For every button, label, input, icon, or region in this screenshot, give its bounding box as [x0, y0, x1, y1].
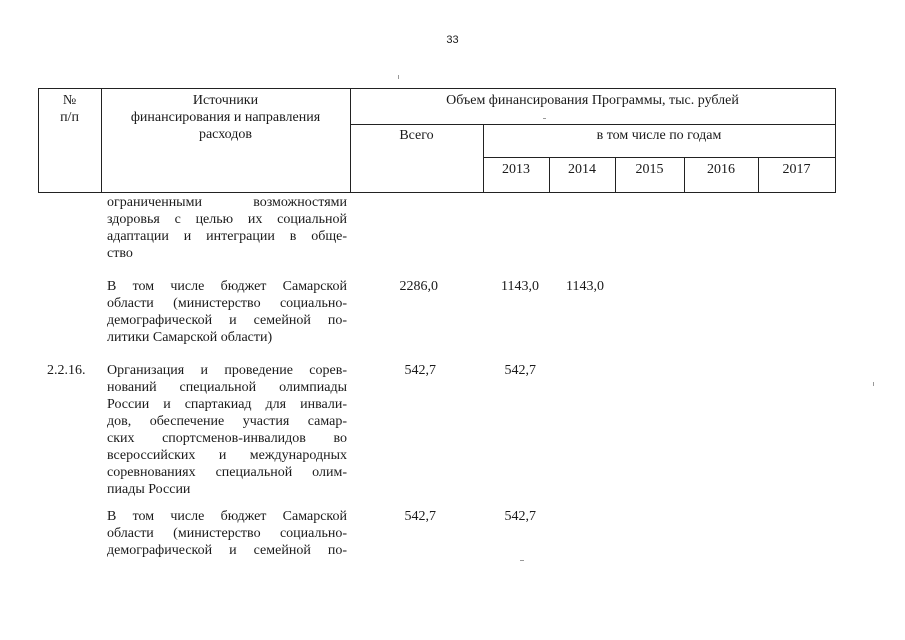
row-line: адаптации и интеграции в обще-: [107, 229, 347, 244]
header-source-line2: финансирования и направления: [130, 110, 321, 125]
row-line: пиады России: [107, 482, 191, 497]
header-by-years: в том числе по годам: [596, 128, 722, 143]
row-description: [107, 508, 347, 559]
row-description: [107, 362, 347, 498]
header-year-2016: 2016: [707, 162, 735, 177]
scan-speck: [873, 382, 874, 386]
row-2013: 542,7: [504, 363, 536, 378]
row-line: демографической и семейной по-: [107, 543, 347, 558]
row-line: В том числе бюджет Самарской: [107, 509, 347, 524]
row-2013: 542,7: [504, 509, 536, 524]
row-line: соревнованиях специальной олим-: [107, 465, 347, 480]
header-total: Всего: [399, 128, 434, 143]
row-line: ство: [107, 246, 133, 261]
row-description: [107, 194, 347, 262]
row-number: 2.2.16.: [47, 363, 86, 378]
row-line: ских спортсменов-инвалидов во: [107, 431, 347, 446]
row-line: литики Самарской области): [107, 330, 273, 345]
funding-title-border: [350, 124, 836, 125]
scan-speck: [543, 118, 546, 119]
row-2014: 1143,0: [566, 279, 604, 294]
row-line: В том числе бюджет Самарской: [107, 279, 347, 294]
header-num-line2: п/п: [60, 110, 79, 125]
header-year-2013: 2013: [502, 162, 530, 177]
row-line: России и спартакиад для инвали-: [107, 397, 347, 412]
header-source: [101, 92, 350, 143]
scan-speck: [398, 75, 399, 79]
row-line: Организация и проведение сорев-: [107, 363, 347, 378]
header-source-line1: Источники: [192, 93, 259, 108]
header-source-line3: расходов: [198, 127, 253, 142]
row-line: здоровья с целью их социальной: [107, 212, 347, 227]
col-border-right: [835, 88, 836, 193]
row-line: нований специальной олимпиады: [107, 380, 347, 395]
row-total: 2286,0: [399, 279, 438, 294]
header-funding-title: Объем финансирования Программы, тыс. рублей: [446, 93, 739, 108]
header-year-2014: 2014: [568, 162, 596, 177]
header-year-2017: 2017: [782, 162, 811, 177]
row-total: 542,7: [404, 509, 436, 524]
header-top-border: [38, 88, 836, 89]
row-description: [107, 278, 347, 346]
header-bottom-border: [38, 192, 836, 193]
scan-speck: [520, 560, 524, 561]
row-line: области (министерство социально-: [107, 526, 347, 541]
row-line: демографической и семейной по-: [107, 313, 347, 328]
header-year-2015: 2015: [635, 162, 664, 177]
page-number: 33: [446, 34, 459, 46]
row-2013: 1143,0: [501, 279, 539, 294]
row-line: дов, обеспечение участия самар-: [107, 414, 347, 429]
row-total: 542,7: [404, 363, 436, 378]
header-num: [38, 92, 101, 126]
by-years-border: [483, 157, 836, 158]
row-line: области (министерство социально-: [107, 296, 347, 311]
row-line: всероссийских и международных: [107, 448, 347, 463]
row-line: ограниченными возможностями: [107, 195, 347, 210]
header-num-line1: №: [62, 93, 77, 108]
